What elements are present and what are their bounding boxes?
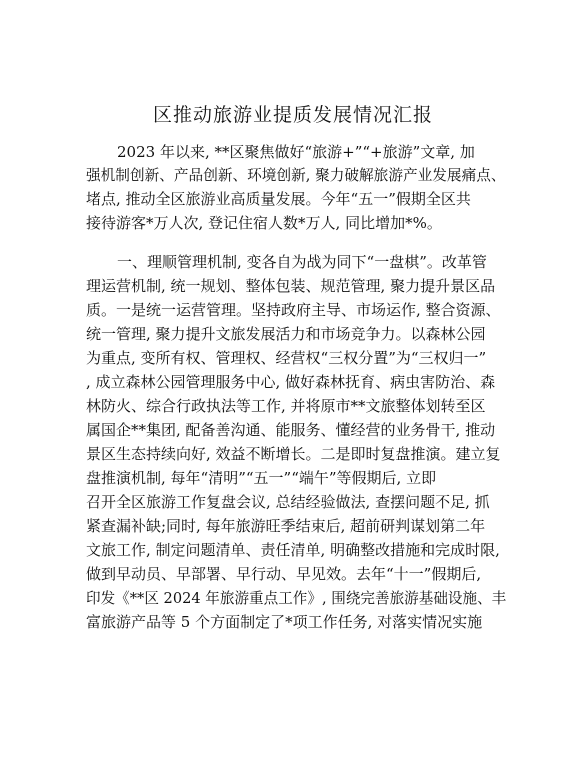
body-line: 理运营机制, 统一规划、整体包装、规范管理, 聚力提升景区品: [86, 277, 496, 295]
body-line: 质。一是统一运营管理。坚持政府主导、市场运作, 整合资源、: [86, 301, 501, 319]
body-line: 2023 年以来, **区聚焦做好“旅游+”“+旅游”文章, 加: [117, 143, 475, 161]
body-line: 为重点, 变所有权、管理权、经营权“三权分置”为“三权归一”: [86, 349, 487, 367]
document-title: 区推动旅游业提质发展情况汇报: [152, 104, 433, 126]
body-line: 统一管理, 聚力提升文旅发展活力和市场竞争力。以森林公园: [86, 325, 486, 343]
body-line: , 成立森林公园管理服务中心, 做好森林抚育、病虫害防治、森: [86, 373, 496, 391]
body-line: 一、理顺管理机制, 变各自为战为同下“一盘棋”。改革管: [117, 253, 487, 271]
body-line: 属国企**集团, 配备善沟通、能服务、懂经营的业务骨干, 推动: [86, 421, 496, 439]
body-line: 召开全区旅游工作复盘会议, 总结经验做法, 查摆问题不足, 抓: [86, 493, 490, 511]
body-line: 景区生态持续向好, 效益不断增长。二是即时复盘推演。建立复: [86, 445, 501, 463]
body-line: 富旅游产品等 5 个方面制定了*项工作任务, 对落实情况实施: [86, 613, 483, 631]
body-line: 印发《**区 2024 年旅游重点工作》, 围绕完善旅游基础设施、丰: [86, 589, 507, 607]
body-line: 做到早动员、早部署、早行动、早见效。去年“十一”假期后,: [86, 565, 482, 583]
body-line: 强机制创新、产品创新、环境创新, 聚力破解旅游产业发展痛点、: [86, 166, 506, 184]
body-line: 文旅工作, 制定问题清单、责任清单, 明确整改措施和完成时限,: [86, 541, 500, 559]
body-line: 接待游客*万人次, 登记住宿人数*万人, 同比增加*%。: [86, 214, 442, 232]
body-line: 林防火、综合行政执法等工作, 并将原市**文旅整体划转至区: [86, 397, 486, 415]
body-line: 紧查漏补缺;同时, 每年旅游旺季结束后, 超前研判谋划第二年: [86, 517, 486, 535]
body-line: 堵点, 推动全区旅游业高质量发展。今年“五一”假期全区共: [86, 190, 471, 208]
body-line: 盘推演机制, 每年“清明”“五一”“端午”等假期后, 立即: [86, 469, 437, 487]
